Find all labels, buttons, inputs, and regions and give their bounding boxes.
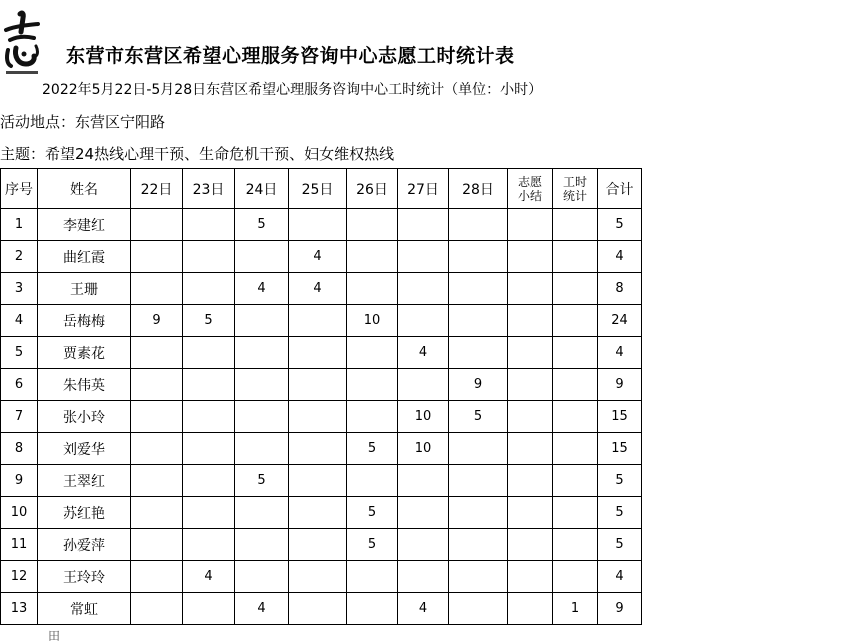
cell-total: 9 bbox=[598, 593, 642, 625]
cell-summary bbox=[508, 593, 553, 625]
cell-d22 bbox=[131, 561, 183, 593]
cell-d25: 4 bbox=[289, 241, 347, 273]
cell-name: 常虹 bbox=[38, 593, 131, 625]
cell-d24: 5 bbox=[235, 209, 289, 241]
header-hours-line1: 工时 bbox=[562, 174, 587, 189]
header-volunteer-summary bbox=[508, 169, 553, 209]
sheet-layout-icon[interactable]: 田 bbox=[48, 629, 61, 643]
cell-d22 bbox=[131, 465, 183, 497]
cell-d28 bbox=[449, 561, 508, 593]
cell-d26 bbox=[347, 465, 398, 497]
cell-name: 贾素花 bbox=[38, 337, 131, 369]
cell-d24 bbox=[235, 241, 289, 273]
cell-d23: 4 bbox=[183, 561, 235, 593]
cell-d24: 5 bbox=[235, 465, 289, 497]
header-hours-stat bbox=[553, 169, 598, 209]
cell-summary bbox=[508, 337, 553, 369]
cell-d23 bbox=[183, 433, 235, 465]
cell-name: 李建红 bbox=[38, 209, 131, 241]
cell-summary bbox=[508, 209, 553, 241]
cell-d24 bbox=[235, 305, 289, 337]
cell-summary bbox=[508, 273, 553, 305]
cell-d25 bbox=[289, 209, 347, 241]
cell-d27 bbox=[398, 369, 449, 401]
cell-d23 bbox=[183, 241, 235, 273]
logo bbox=[2, 10, 42, 80]
header-hours-line2: 统计 bbox=[562, 188, 587, 203]
cell-d23 bbox=[183, 273, 235, 305]
cell-summary bbox=[508, 465, 553, 497]
cell-d24 bbox=[235, 561, 289, 593]
cell-d23 bbox=[183, 497, 235, 529]
cell-d25 bbox=[289, 465, 347, 497]
cell-name: 王翠红 bbox=[38, 465, 131, 497]
table-row bbox=[1, 433, 642, 465]
header-day-27: 27日 bbox=[398, 169, 449, 209]
cell-d22 bbox=[131, 369, 183, 401]
cell-d24 bbox=[235, 497, 289, 529]
header-day-28: 28日 bbox=[449, 169, 508, 209]
cell-summary bbox=[508, 369, 553, 401]
cell-summary bbox=[508, 305, 553, 337]
cell-seq: 13 bbox=[1, 593, 38, 625]
header-summary-line1: 志愿 bbox=[517, 174, 542, 189]
cell-d26 bbox=[347, 561, 398, 593]
cell-d28 bbox=[449, 273, 508, 305]
header-day-24: 24日 bbox=[235, 169, 289, 209]
table-row bbox=[1, 561, 642, 593]
table-row bbox=[1, 497, 642, 529]
cell-d27 bbox=[398, 497, 449, 529]
cell-d22: 9 bbox=[131, 305, 183, 337]
table-row bbox=[1, 209, 642, 241]
cell-d22 bbox=[131, 433, 183, 465]
cell-name: 朱伟英 bbox=[38, 369, 131, 401]
header-seq: 序号 bbox=[1, 169, 38, 209]
cell-d26 bbox=[347, 401, 398, 433]
page-subtitle: 2022年5月22日-5月28日东营区希望心理服务咨询中心工时统计（单位：小时） bbox=[42, 82, 543, 98]
cell-total: 4 bbox=[598, 241, 642, 273]
cell-hours bbox=[553, 273, 598, 305]
cell-d27: 10 bbox=[398, 433, 449, 465]
cell-seq: 11 bbox=[1, 529, 38, 561]
activity-location: 活动地点：东营区宁阳路 bbox=[0, 113, 166, 131]
table-header-row bbox=[1, 169, 642, 209]
cell-hours bbox=[553, 369, 598, 401]
cell-seq: 2 bbox=[1, 241, 38, 273]
cell-d25: 4 bbox=[289, 273, 347, 305]
cell-d28 bbox=[449, 497, 508, 529]
cell-d27 bbox=[398, 529, 449, 561]
table-row bbox=[1, 273, 642, 305]
cell-d27 bbox=[398, 273, 449, 305]
cell-d26 bbox=[347, 209, 398, 241]
cell-d26 bbox=[347, 593, 398, 625]
cell-hours bbox=[553, 465, 598, 497]
cell-d25 bbox=[289, 305, 347, 337]
cell-d23 bbox=[183, 593, 235, 625]
cell-d22 bbox=[131, 401, 183, 433]
cell-d26: 5 bbox=[347, 529, 398, 561]
cell-seq: 7 bbox=[1, 401, 38, 433]
cell-d27 bbox=[398, 561, 449, 593]
cell-seq: 12 bbox=[1, 561, 38, 593]
table-row bbox=[1, 241, 642, 273]
cell-d23: 5 bbox=[183, 305, 235, 337]
cell-seq: 8 bbox=[1, 433, 38, 465]
cell-d24 bbox=[235, 337, 289, 369]
cell-total: 4 bbox=[598, 337, 642, 369]
header-day-23: 23日 bbox=[183, 169, 235, 209]
cell-seq: 3 bbox=[1, 273, 38, 305]
cell-d25 bbox=[289, 401, 347, 433]
cell-d28 bbox=[449, 465, 508, 497]
table-row bbox=[1, 465, 642, 497]
cell-d27: 4 bbox=[398, 337, 449, 369]
cell-d28 bbox=[449, 593, 508, 625]
cell-summary bbox=[508, 433, 553, 465]
cell-total: 8 bbox=[598, 273, 642, 305]
cell-summary bbox=[508, 401, 553, 433]
header-name: 姓名 bbox=[38, 169, 131, 209]
cell-d27: 10 bbox=[398, 401, 449, 433]
table-row bbox=[1, 529, 642, 561]
cell-hours bbox=[553, 337, 598, 369]
cell-name: 张小玲 bbox=[38, 401, 131, 433]
cell-d26: 5 bbox=[347, 433, 398, 465]
cell-total: 15 bbox=[598, 433, 642, 465]
cell-d26 bbox=[347, 369, 398, 401]
cell-name: 刘爱华 bbox=[38, 433, 131, 465]
cell-d26: 5 bbox=[347, 497, 398, 529]
cell-d26 bbox=[347, 241, 398, 273]
cell-d25 bbox=[289, 497, 347, 529]
cell-total: 15 bbox=[598, 401, 642, 433]
cell-d22 bbox=[131, 497, 183, 529]
cell-d25 bbox=[289, 593, 347, 625]
cell-name: 王珊 bbox=[38, 273, 131, 305]
cell-hours bbox=[553, 497, 598, 529]
cell-total: 5 bbox=[598, 465, 642, 497]
header-day-22: 22日 bbox=[131, 169, 183, 209]
cell-d26: 10 bbox=[347, 305, 398, 337]
cell-d22 bbox=[131, 209, 183, 241]
cell-total: 5 bbox=[598, 209, 642, 241]
cell-d23 bbox=[183, 401, 235, 433]
table-row bbox=[1, 401, 642, 433]
header-total: 合计 bbox=[598, 169, 642, 209]
cell-d23 bbox=[183, 369, 235, 401]
cell-d26 bbox=[347, 337, 398, 369]
cell-d27 bbox=[398, 305, 449, 337]
cell-total: 5 bbox=[598, 529, 642, 561]
cell-name: 岳梅梅 bbox=[38, 305, 131, 337]
cell-d24: 4 bbox=[235, 273, 289, 305]
cell-d28 bbox=[449, 433, 508, 465]
cell-hours bbox=[553, 401, 598, 433]
cell-d25 bbox=[289, 433, 347, 465]
table-row bbox=[1, 593, 642, 625]
cell-d24 bbox=[235, 433, 289, 465]
cell-summary bbox=[508, 529, 553, 561]
cell-name: 苏红艳 bbox=[38, 497, 131, 529]
cell-d23 bbox=[183, 465, 235, 497]
cell-summary bbox=[508, 561, 553, 593]
page-title: 东营市东营区希望心理服务咨询中心志愿工时统计表 bbox=[66, 45, 515, 67]
cell-name: 王玲玲 bbox=[38, 561, 131, 593]
cell-seq: 1 bbox=[1, 209, 38, 241]
cell-d22 bbox=[131, 529, 183, 561]
cell-hours bbox=[553, 305, 598, 337]
cell-name: 曲红霞 bbox=[38, 241, 131, 273]
table-row bbox=[1, 305, 642, 337]
cell-total: 24 bbox=[598, 305, 642, 337]
cell-d22 bbox=[131, 273, 183, 305]
cell-summary bbox=[508, 241, 553, 273]
cell-seq: 4 bbox=[1, 305, 38, 337]
cell-d24: 4 bbox=[235, 593, 289, 625]
cell-d28 bbox=[449, 209, 508, 241]
cell-d22 bbox=[131, 337, 183, 369]
cell-hours bbox=[553, 433, 598, 465]
calligraphy-logo-icon bbox=[2, 10, 42, 80]
cell-seq: 10 bbox=[1, 497, 38, 529]
cell-name: 孙爱萍 bbox=[38, 529, 131, 561]
cell-d27 bbox=[398, 465, 449, 497]
cell-d28 bbox=[449, 305, 508, 337]
hours-table bbox=[0, 168, 642, 625]
cell-hours: 1 bbox=[553, 593, 598, 625]
cell-seq: 5 bbox=[1, 337, 38, 369]
cell-seq: 9 bbox=[1, 465, 38, 497]
activity-theme: 主题：希望24热线心理干预、生命危机干预、妇女维权热线 bbox=[0, 145, 395, 163]
cell-d23 bbox=[183, 209, 235, 241]
cell-total: 5 bbox=[598, 497, 642, 529]
cell-d28: 9 bbox=[449, 369, 508, 401]
cell-d25 bbox=[289, 529, 347, 561]
table-row bbox=[1, 337, 642, 369]
cell-d25 bbox=[289, 337, 347, 369]
cell-d28 bbox=[449, 337, 508, 369]
cell-d24 bbox=[235, 401, 289, 433]
cell-total: 4 bbox=[598, 561, 642, 593]
cell-hours bbox=[553, 209, 598, 241]
table-row bbox=[1, 369, 642, 401]
cell-d27: 4 bbox=[398, 593, 449, 625]
cell-hours bbox=[553, 241, 598, 273]
header-day-26: 26日 bbox=[347, 169, 398, 209]
cell-d27 bbox=[398, 209, 449, 241]
cell-d23 bbox=[183, 529, 235, 561]
cell-d24 bbox=[235, 529, 289, 561]
cell-d24 bbox=[235, 369, 289, 401]
cell-summary bbox=[508, 497, 553, 529]
cell-seq: 6 bbox=[1, 369, 38, 401]
cell-d25 bbox=[289, 369, 347, 401]
cell-d28 bbox=[449, 241, 508, 273]
cell-hours bbox=[553, 529, 598, 561]
cell-total: 9 bbox=[598, 369, 642, 401]
cell-d28: 5 bbox=[449, 401, 508, 433]
cell-d26 bbox=[347, 273, 398, 305]
cell-d23 bbox=[183, 337, 235, 369]
cell-d28 bbox=[449, 529, 508, 561]
cell-d25 bbox=[289, 561, 347, 593]
header-summary-line2: 小结 bbox=[517, 188, 542, 203]
cell-d27 bbox=[398, 241, 449, 273]
cell-d22 bbox=[131, 241, 183, 273]
header-day-25: 25日 bbox=[289, 169, 347, 209]
cell-d22 bbox=[131, 593, 183, 625]
cell-hours bbox=[553, 561, 598, 593]
